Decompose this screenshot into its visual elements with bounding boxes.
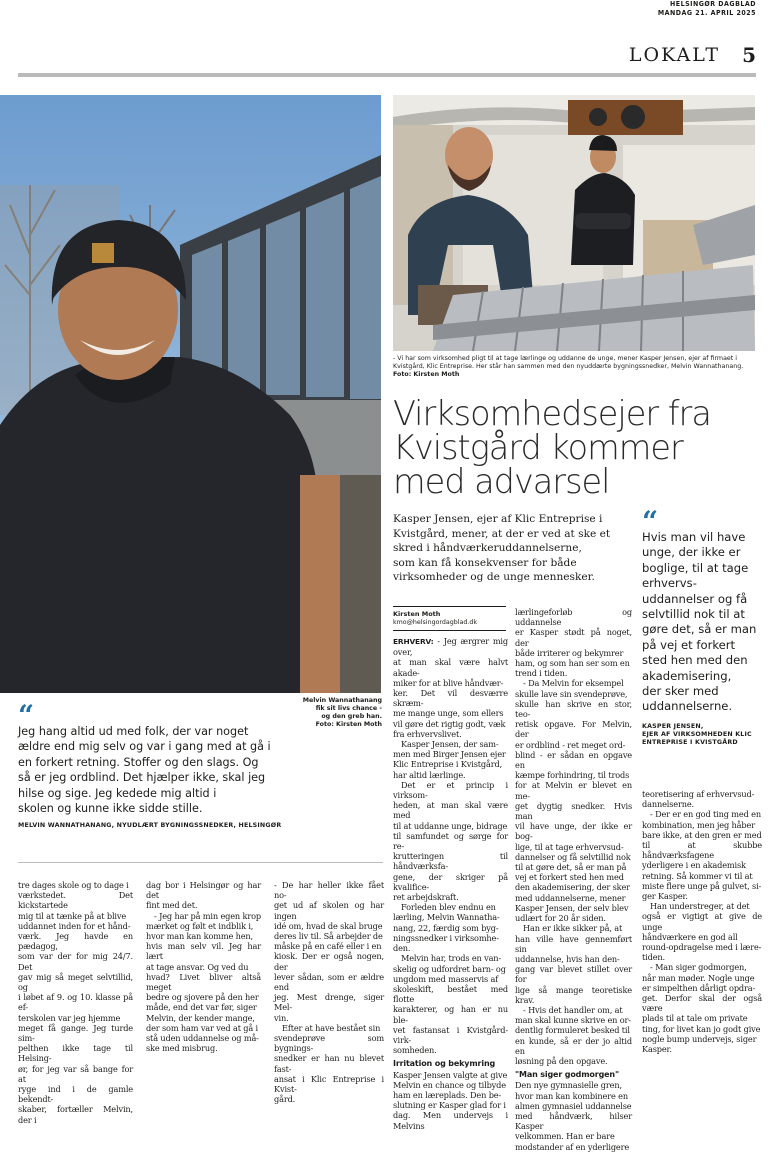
quote-mark-icon: “ xyxy=(18,699,35,732)
quote-line: erhvervs- xyxy=(642,576,697,591)
bottom-column-3: - De har heller ikke fået no- get ud af skolen og har ingen idé om, hvad de skal bruge deres liv til. Så arbejder de måske på en café eller i en kiosk. Der er også nogen, der lever sådan, som er ældre end jeg. Mest drenge, siger Mel- vin. Efter at have bestået sin svendeprøve som bygnings- snedker er han nu blevet fast- ansat i Klic Entreprise i Kvist- gård. xyxy=(274,880,384,1105)
lead-line: Kvistgård, mener, at der er ved at ske et xyxy=(393,527,611,540)
lead-line: virksomheder og de unge mennesker. xyxy=(393,571,595,584)
quote-line: der sker med xyxy=(642,684,719,699)
bottom-column-1: tre dages skole og to dage i værkstedet. Det kickstartede mig til at tænke på at blive uddannet inden for et hånd- værk. Jeg havde en pædagog, som var der for mig 24/7. Det gav mig så meget selvtillid, og i løbet af 9. og 10. klasse på ef- terskolen var jeg hjemme meget få gange. Jeg turde sim- pelthen ikke tage til Helsing- ør, for jeg var så bange for at ryge ind i de gamle bekendt- skaber, fortæller Melvin, der i xyxy=(18,880,133,1125)
masthead xyxy=(658,0,756,18)
quote-line: ældre end mig selv og var i gang med at gå i xyxy=(18,740,271,754)
quote-line: uddannelserne. xyxy=(642,699,733,714)
lead-line: Kasper Jensen, ejer af Klic Entreprise i xyxy=(393,513,603,525)
article-column-3: teoretisering af erhvervsud- dannelserne. - Der er en god ting med en kombination, men jeg håber bare ikke, at den gren er med til at skubbe håndværksfagene yderligere i en akademisk retning. Så kommer vi til at miste flere unge på gulvet, si- ger Kasper. Han understreger, at det også er vigtigt at give de unge håndværkere en god all round-opdragelse med i lære- tiden. - Man siger godmorgen, når man møder. Nogle unge er simpelthen dårligt opdra- get. Derfor skal der også være plads til at tale om private ting, for livet kan jo godt give nogle bump undervejs, siger Kasper. xyxy=(642,789,762,1055)
workshop-photo-illustration xyxy=(393,95,755,351)
pull-quote-text xyxy=(642,530,766,715)
headline-line: Virksomhedsejer fra xyxy=(393,394,711,433)
lead-line: skred i håndværkeruddannelserne, xyxy=(393,542,582,555)
portrait-photo-illustration xyxy=(0,95,381,693)
headline xyxy=(393,394,763,501)
caption-line: Foto: Kirsten Moth xyxy=(393,371,460,378)
author-email[interactable]: kmo@helsingordagblad.dk xyxy=(393,619,477,626)
article-paragraph: ERHVERV: - Jeg ærgrer mig over, xyxy=(393,636,508,658)
article-keyword: ERHVERV: xyxy=(393,637,434,646)
headline-line: Kvistgård kommer xyxy=(393,428,683,467)
pull-quote-text xyxy=(18,724,383,816)
quote-line: Jeg hang altid ud med folk, der var noget xyxy=(18,725,249,738)
caption-line: - Vi har som virksomhed pligt til at tage lærlinge og uddanne de unge, mener Kasper Jensen, ejer af firmaet i xyxy=(393,355,738,362)
bottom-column-2: dag bor i Helsingør og har det fint med det. - Jeg har på min egen krop mærket og følt et indblik i, hvor man kan komme hen, hvis man selv vil. Jeg har lært at tage ansvar. Og ved du hvad? Livet bliver altså meget bedre og sjovere på den her måde, end det var før, siger Melvin, der kender mange, der som ham var ved at gå i stå uden uddannelse og må- ske med misbrug. xyxy=(146,880,261,1054)
quote-line: hilse og sige. Jeg kedede mig altid i xyxy=(18,786,217,800)
workshop-photo xyxy=(393,95,755,351)
quote-line: Hvis man vil have xyxy=(642,530,746,544)
caption-line: og den greb han. xyxy=(321,713,382,720)
newspaper-name: HELSINGØR DAGBLAD xyxy=(670,0,756,8)
quote-line: sted hen med den xyxy=(642,653,748,668)
lead-paragraph xyxy=(393,512,633,585)
subheading: Irritation og bekymring xyxy=(393,1059,496,1069)
author-name: Kirsten Moth xyxy=(393,610,441,618)
pull-quote-attribution: MELVIN WANNATHANANG, NYUDLÆRT BYGNINGSSNEDKER, HELSINGØR xyxy=(18,822,282,830)
quote-line: skolen og kunne ikke sidde stille. xyxy=(18,802,203,816)
portrait-photo xyxy=(0,95,381,693)
caption-line: Foto: Kirsten Moth xyxy=(315,721,382,728)
page-number: 5 xyxy=(742,43,756,67)
article-column-2: lærlingeforløb og uddannelse er Kasper stødt på noget, der både irriterer og bekymrer ham, og som han ser som en trend i tiden. - Da Melvin for eksempel skulle lave sin svendeprøve, skulle han skrive en stor, teo- retisk opgave. For Melvin, der er ordblind - ret meget ord- blind - er sådan en opgave en kæmpe forhindring, til trods for at Melvin er blevet en me- get dygtig snedker. Hvis man vil have unge, der ikke er bog- lige, til at tage erhvervsud- dannelser og få selvtillid nok til at gøre det, så er man på vej et forkert sted hen med den akademisering, der sker med uddannelserne, mener Kasper Jensen, der selv blev udlært for 20 år siden. Han er ikke sikker på, at han ville have gennemført sin uddannelse, hvis han den- gang var blevet stillet over for lige så mange teoretiske krav. - Hvis det handler om, at man skal kunne skrive en or- dentlig formuleret besked til en kunde, så er der jo altid en løsning på den opgave. "Man siger godmorgen" Den nye gymnasielle gren, hvor man kan kombinere en almen gymnasiel uddannelse med håndværk, hilser Kasper velkommen. Han er bare modstander af en yderligere xyxy=(515,607,632,1152)
pull-quote-kasper xyxy=(642,505,766,747)
section-title: LOKALT xyxy=(628,44,720,66)
pull-quote-melvin xyxy=(18,699,383,830)
quote-line: boglige, til at tage xyxy=(642,560,749,575)
byline-rule xyxy=(393,630,506,631)
lead-line: som kan få konsekvenser for både xyxy=(393,556,577,569)
attribution-line: ENTREPRISE I KVISTGÅRD xyxy=(642,738,738,746)
attribution-line: EJER AF VIRKSOMHEDEN KLIC xyxy=(642,730,752,738)
quote-line: en forkert retning. Stoffer og den slags. Og xyxy=(18,755,259,769)
quote-line: unge, der ikke er xyxy=(642,545,741,560)
issue-date: MANDAG 21. APRIL 2025 xyxy=(657,9,756,17)
caption-line: Melvin Wannathanang xyxy=(302,697,382,704)
workshop-caption xyxy=(393,355,763,379)
caption-line: Kvistgård, Klic Entreprise. Her står han sammen med den nyuddærte bygningssnedker, Melvin Wannathanang. xyxy=(393,363,744,370)
quote-mark-icon: “ xyxy=(642,505,659,538)
pull-quote-attribution xyxy=(642,723,766,747)
article-column-1: ERHVERV: - Jeg ærgrer mig over, at man skal være halvt akade- miker for at blive håndvær- ker. Det vil desværre skræm- me mange unge, som ellers vil gøre det rigtig godt, væk fra erhvervslivet. Kasper Jensen, der sam- men med Birger Jensen ejer Klic Entreprise i Kvistgård, har altid lærlinge. Det er et princip i virksom- heden, at man skal være med til at uddanne unge, bidrage til samfundet og sørge for re- krutteringen til håndværksfa- gene, der skriger på kvalifice- ret arbejdskraft. Forleden blev endnu en lærling, Melvin Wannatha- nang, 22, færdig som byg- ningssnedker i virksomhe- den. Melvin har, trods en van- skelig og udfordret barn- og ungdom med masservis af skoleskift, bestået med flotte karakterer, og han er nu ble- vet fastansat i Kvistgård-virk- somheden. Irritation og bekymring Kasper Jensen valgte at give Melvin en chance og tilbyde ham en læreplads. Den be- slutning er Kasper glad for i dag. Men undervejs i Melvins xyxy=(393,636,508,1131)
quote-line: gøre det, så er man xyxy=(642,622,757,637)
attribution-line: KASPER JENSEN, xyxy=(642,722,704,730)
headline-line: med advarsel xyxy=(393,462,610,501)
quote-line: så er jeg ordblind. Det hjælper ikke, skal jeg xyxy=(18,771,266,785)
quote-rule xyxy=(18,862,383,863)
quote-line: selvtillid nok til at xyxy=(642,607,745,622)
quote-line: på vej et forkert xyxy=(642,637,736,652)
byline-rule xyxy=(393,606,506,607)
quote-line: akademisering, xyxy=(642,668,732,683)
quote-line: uddannelser og få xyxy=(642,591,748,606)
subheading: "Man siger godmorgen" xyxy=(515,1070,619,1080)
header-rule xyxy=(18,73,756,77)
caption-line: fik sit livs chance - xyxy=(315,705,382,712)
byline xyxy=(393,610,508,627)
